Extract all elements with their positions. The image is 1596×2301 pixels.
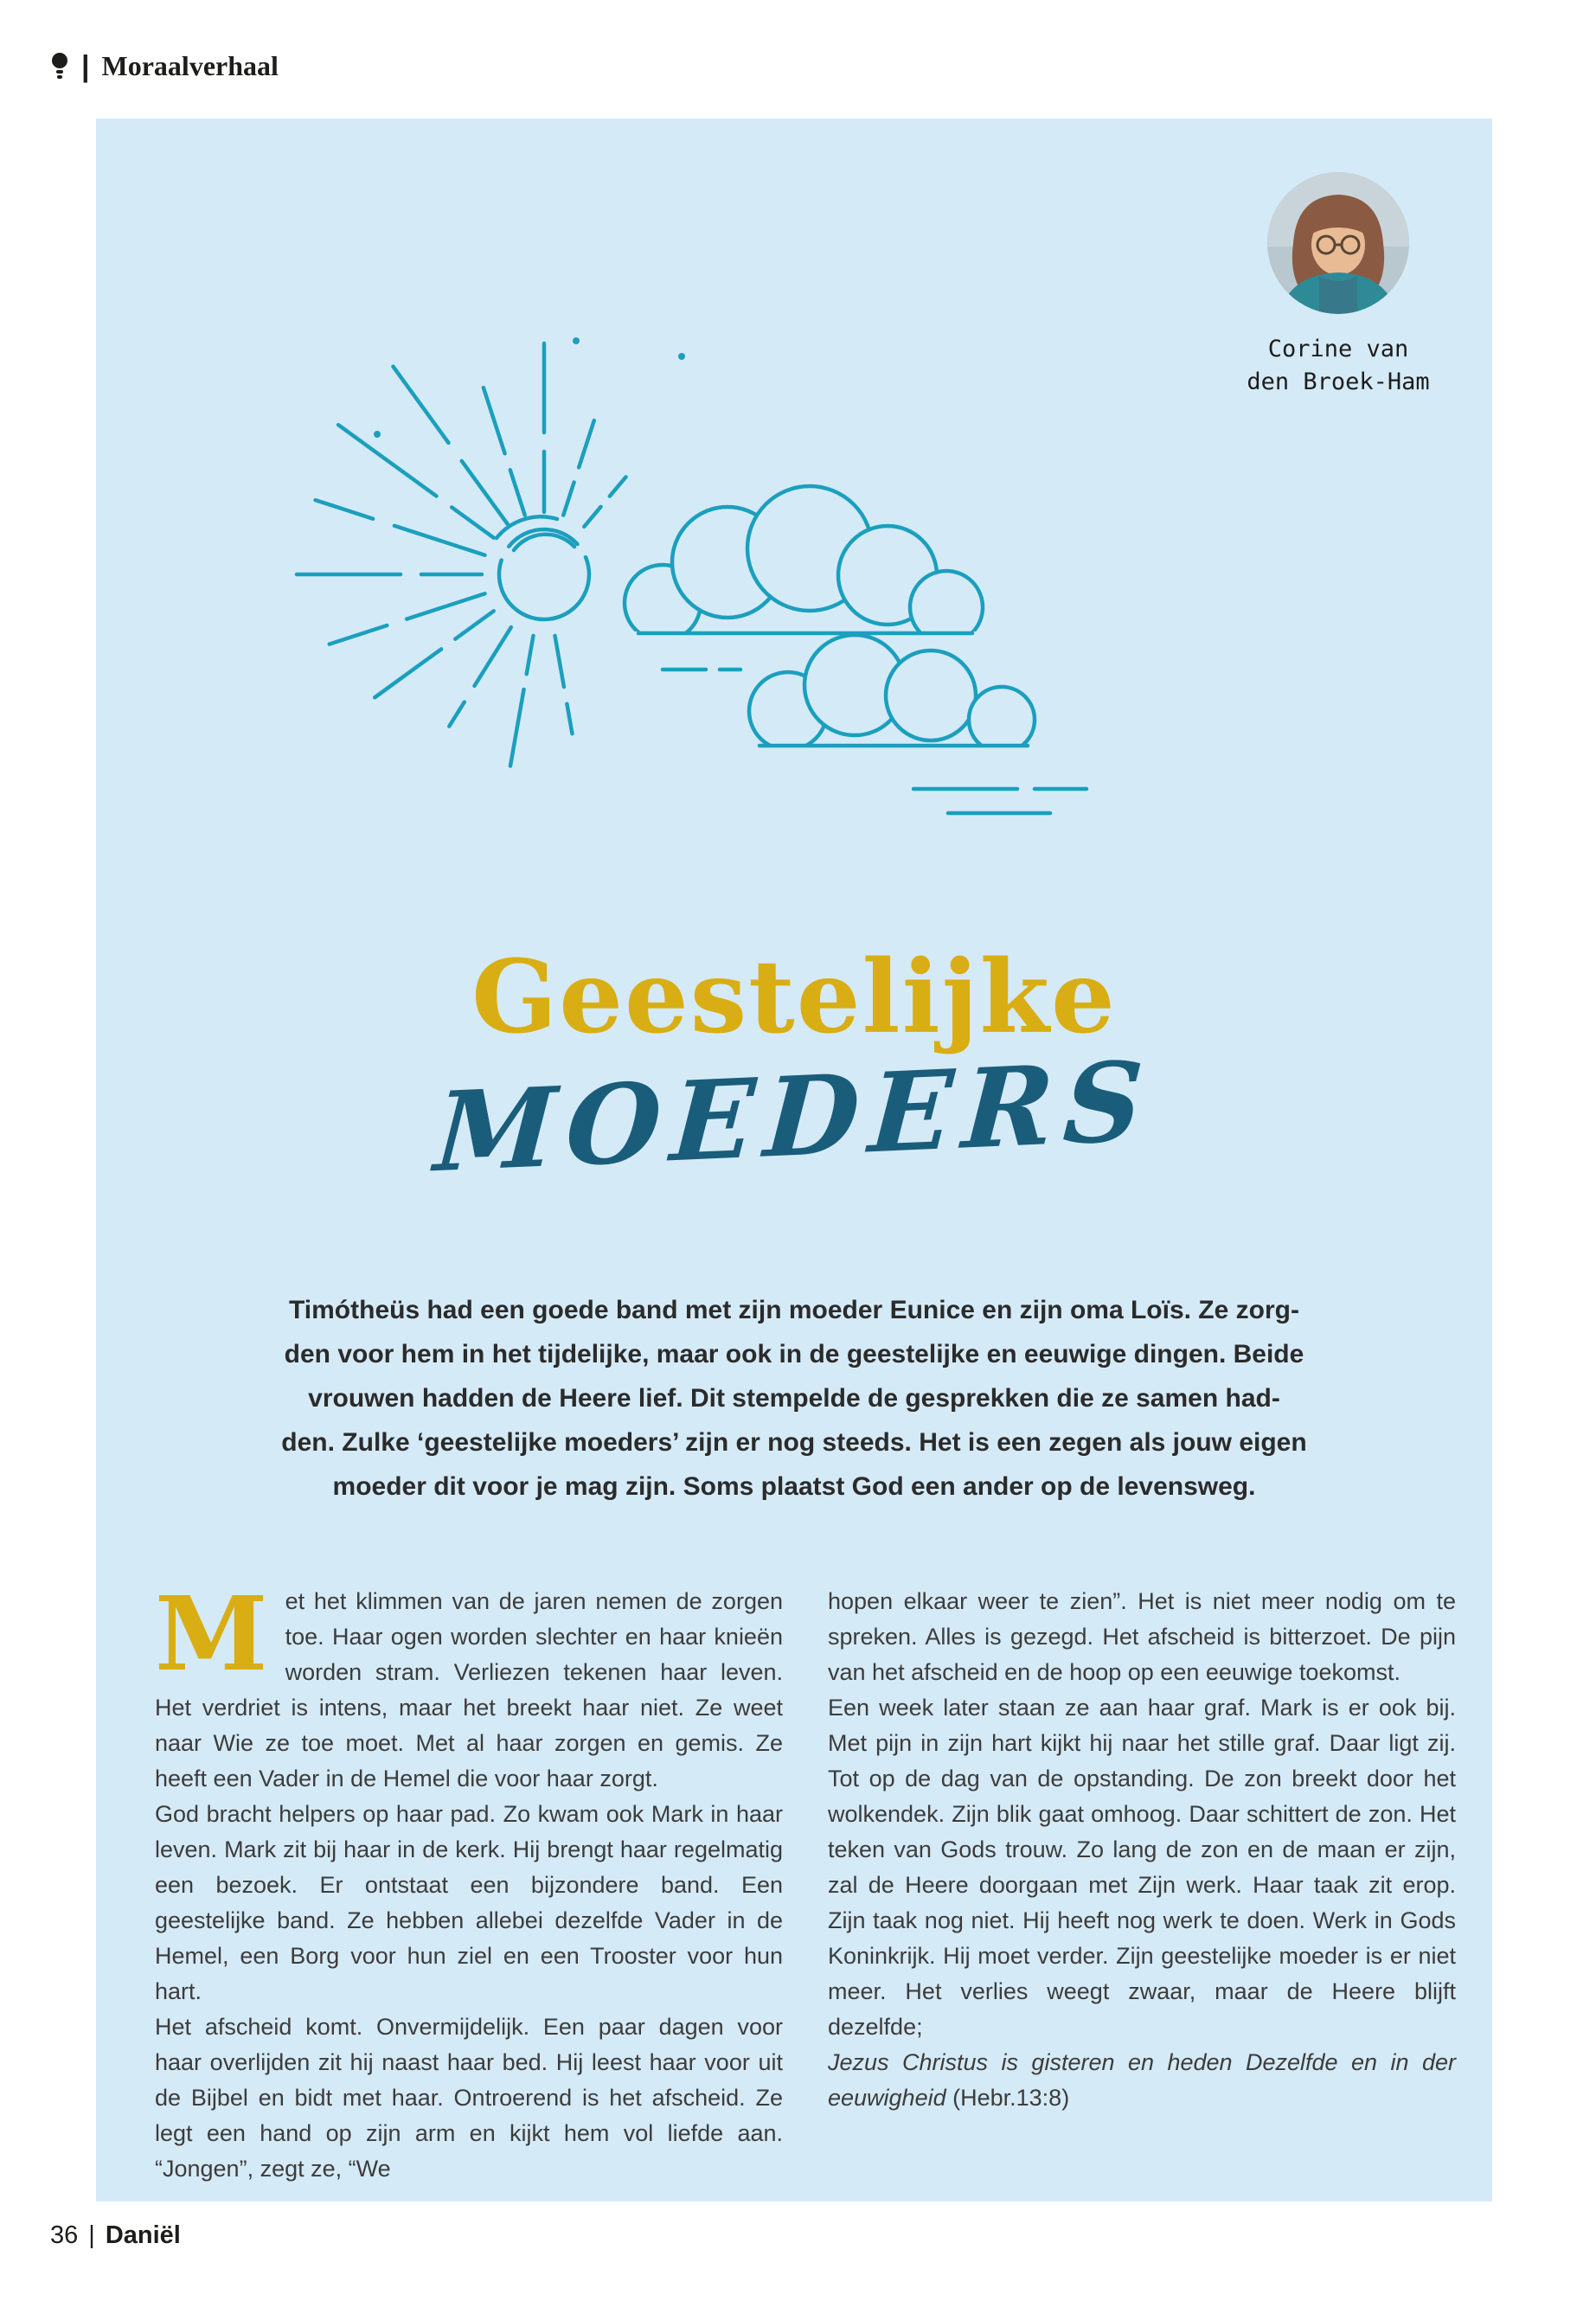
intro-line: den. Zulke ‘geestelijke moeders’ zijn er nog steeds. Het is een zegen als jouw eigen bbox=[281, 1428, 1307, 1457]
quote-text: Jezus Christus is gisteren en heden Dezelfde en in der eeuwigheid bbox=[828, 2049, 1456, 2111]
paragraph-text: et het klimmen van de jaren nemen de zorgen toe. Haar ogen worden slechter en haar knieën worden stram. Verliezen tekenen haar leven. Het verdriet is intens, maar het breekt haar niet. Ze weet naar Wie ze toe moet. Met al haar zorgen en gemis. Ze heeft een Vader in de Hemel die voor haar zorgt. bbox=[155, 1588, 783, 1791]
intro-line: vrouwen hadden de Heere lief. Dit stempelde de gesprekken die ze samen had- bbox=[308, 1384, 1280, 1413]
section-header bbox=[50, 50, 279, 82]
sun-clouds-illustration bbox=[256, 330, 1164, 836]
author-block bbox=[1208, 172, 1468, 399]
body-paragraph bbox=[155, 1574, 783, 1797]
article-title-line1: Geestelijke bbox=[471, 939, 1117, 1056]
author-photo bbox=[1267, 172, 1409, 314]
body-paragraph: hopen elkaar weer te zien”. Het is niet meer nodig om te spreken. Alles is gezegd. Het afscheid is bitterzoet. De pijn van het afscheid en de hoop op een eeuwige toekomst. bbox=[828, 1588, 1456, 1685]
magazine-name: Daniël bbox=[105, 2221, 181, 2249]
body-paragraph: Het afscheid komt. Onvermijdelijk. Een paar dagen voor haar overlijden zit hij naast haar bed. Hij leest haar voor uit de Bijbel en bidt met haar. Ontroerend is het afscheid. Ze legt een hand op zijn arm en kijkt hem vol liefde aan. “Jongen”, zegt ze, “We bbox=[155, 2014, 783, 2182]
intro-line: den voor hem in het tijdelijke, maar ook in de geestelijke en eeuwige dingen. Beide bbox=[284, 1340, 1304, 1368]
intro-line: moeder dit voor je mag zijn. Soms plaatst God een ander op de levensweg. bbox=[332, 1472, 1256, 1501]
column-left bbox=[155, 1574, 783, 2187]
intro-line: Timótheüs had een goede band met zijn moeder Eunice en zijn oma Loïs. Ze zorg- bbox=[289, 1296, 1299, 1324]
lightbulb-icon bbox=[50, 51, 69, 82]
quote-reference: (Hebr.13:8) bbox=[952, 2085, 1070, 2111]
page-number: 36 bbox=[50, 2221, 79, 2249]
article-title-line2: MOEDERS bbox=[431, 1036, 1157, 1197]
author-caption bbox=[1208, 333, 1468, 399]
article-panel bbox=[96, 119, 1492, 2202]
article-body bbox=[155, 1574, 1456, 2187]
article-intro bbox=[236, 1288, 1352, 1509]
header-separator: | bbox=[81, 49, 90, 83]
footer-separator: | bbox=[88, 2221, 95, 2249]
body-paragraph: God bracht helpers op haar pad. Zo kwam ook Mark in haar leven. Mark zit bij haar in de kerk. Hij brengt haar regelmatig een bezoek. Er ontstaat een bijzondere band. Een geestelijke band. Ze hebben allebei dezelfde Vader in de Hemel, een Borg voor hun ziel en een Trooster voor hun hart. bbox=[155, 1801, 783, 2004]
column-right bbox=[828, 1584, 1456, 2187]
section-title: Moraalverhaal bbox=[101, 50, 279, 81]
dropcap: M bbox=[155, 1574, 268, 1694]
author-name-line1: Corine van bbox=[1267, 336, 1409, 362]
page-footer bbox=[50, 2221, 181, 2250]
body-paragraph: Een week later staan ze aan haar graf. Mark is er ook bij. Met pijn in zijn hart kijkt hij naar het stille graf. Daar ligt zij. Tot op de dag van de opstanding. De zon breekt door het wolkendek. Zijn blik gaat omhoog. Daar schittert de zon. Het teken van Gods trouw. Zo lang de zon en de maan er zijn, zal de Heere doorgaan met Zijn werk. Haar taak zit erop. Zijn taak nog niet. Hij heeft nog werk te doen. Werk in Gods Koninkrijk. Hij moet verder. Zijn geestelijke moeder is er niet meer. Het verlies weegt zwaar, maar de Heere blijft dezelfde; bbox=[828, 1695, 1456, 2040]
author-name-line2: den Broek-Ham bbox=[1247, 369, 1430, 395]
scripture-quote bbox=[828, 2045, 1456, 2116]
